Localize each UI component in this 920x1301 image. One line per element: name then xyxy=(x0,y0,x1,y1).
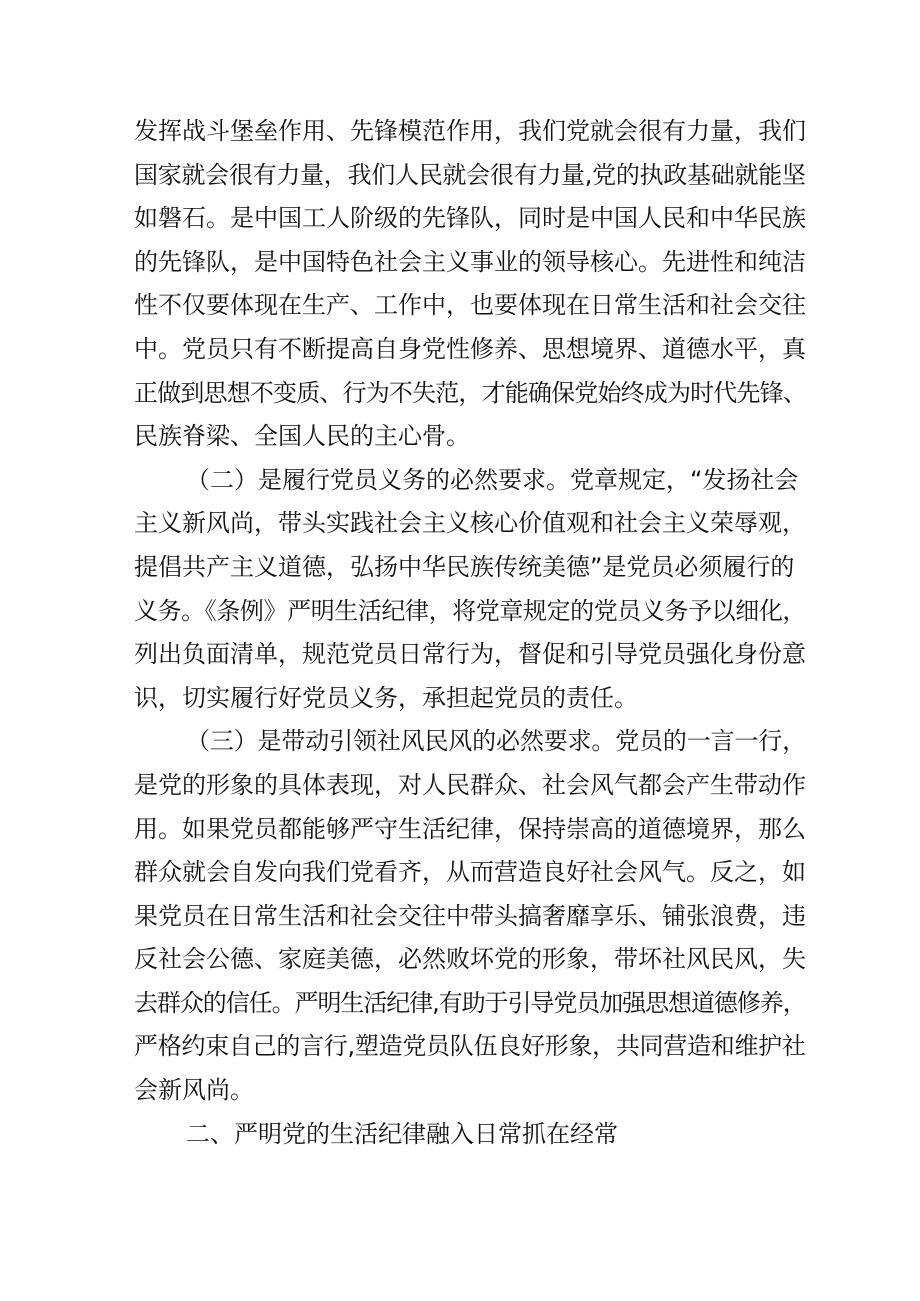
text-line: 发挥战斗堡垒作用、先锋模范作用，我们党就会很有力量，我们 xyxy=(134,117,806,145)
text-line: 正做到思想不变质、行为不失范，才能确保党始终成为时代先锋、 xyxy=(134,378,806,407)
text-line: 主义新风尚，带头实践社会主义核心价值观和社会主义荣辱观， xyxy=(134,509,806,538)
text-line: 民族脊梁、全国人民的主心骨。 xyxy=(134,422,470,451)
paragraph-start-line: 二、严明党的生活纪律融入日常抓在经常 xyxy=(186,1119,618,1148)
text-line: 义务。《条例》严明生活纪律，将党章规定的党员义务予以细化， xyxy=(134,596,806,625)
text-line: 性不仅要体现在生产、工作中，也要体现在日常生活和社会交往 xyxy=(134,291,806,320)
text-line: 列出负面清单，规范党员日常行为，督促和引导党员强化身份意 xyxy=(134,640,806,669)
text-line: 识，切实履行好党员义务，承担起党员的责任。 xyxy=(134,683,638,712)
document-body xyxy=(134,110,806,1156)
text-line: 严格约束自己的言行,塑造党员队伍良好形象，共同营造和维护社 xyxy=(134,1032,806,1061)
text-line: 中。党员只有不断提高自身党性修养、思想境界、道德水平，真 xyxy=(134,334,806,363)
text-line: 如磐石。是中国工人阶级的先锋队，同时是中国人民和中华民族 xyxy=(134,204,806,233)
paragraph-start-line: （二）是履行党员义务的必然要求。党章规定，“发扬社会 xyxy=(186,465,799,494)
text-line: 会新风尚。 xyxy=(134,1076,254,1105)
text-line: 群众就会自发向我们党看齐，从而营造良好社会风气。反之，如 xyxy=(134,858,806,887)
text-line: 的先锋队，是中国特色社会主义事业的领导核心。先进性和纯洁 xyxy=(134,247,806,276)
text-line: 用。如果党员都能够严守生活纪律，保持崇高的道德境界，那么 xyxy=(134,814,806,843)
text-line: 是党的形象的具体表现，对人民群众、社会风气都会产生带动作 xyxy=(134,770,806,799)
text-line: 果党员在日常生活和社会交往中带头搞奢靡享乐、铺张浪费，违 xyxy=(134,901,806,930)
text-line: 去群众的信任。严明生活纪律,有助于引导党员加强思想道德修养， xyxy=(134,988,806,1017)
text-line: 国家就会很有力量，我们人民就会很有力量,党的执政基础就能坚 xyxy=(134,160,806,189)
paragraph-start-line: （三）是带动引领社风民风的必然要求。党员的一言一行， xyxy=(186,727,806,756)
text-line: 提倡共产主义道德，弘扬中华民族传统美德”是党员必须履行的 xyxy=(134,552,795,581)
text-line: 反社会公德、家庭美德，必然败坏党的形象，带坏社风民风，失 xyxy=(134,945,806,974)
